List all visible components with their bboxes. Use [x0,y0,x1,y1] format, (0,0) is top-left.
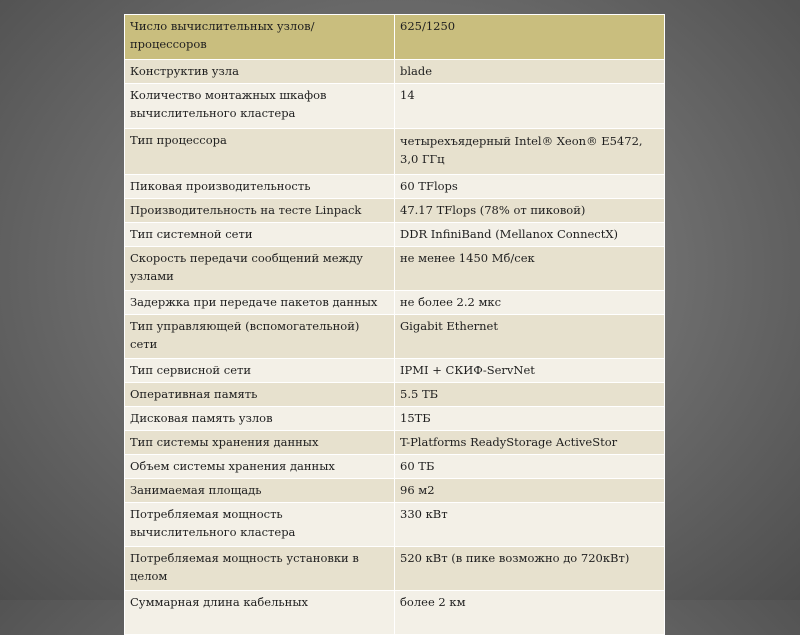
value-cell: 520 кВт (в пике возможно до 720кВт) [395,547,665,591]
value-cell: 96 м2 [395,479,665,503]
value-cell: T-Platforms ReadyStorage ActiveStor [395,431,665,455]
table-row [125,431,665,455]
value-cell: 330 кВт [395,503,665,547]
table-row [125,223,665,247]
table-row [125,291,665,315]
table-row [125,129,665,175]
param-cell: Пиковая производительность [125,175,395,199]
value-cell: 47.17 TFlops (78% от пиковой) [395,199,665,223]
param-cell: Тип системы хранения данных [125,431,395,455]
value-cell: blade [395,60,665,84]
param-cell: Задержка при передаче пакетов данных [125,291,395,315]
value-cell: 60 TFlops [395,175,665,199]
value-cell: 5.5 ТБ [395,383,665,407]
table-row [125,455,665,479]
table-row [125,15,665,60]
param-cell: Конструктив узла [125,60,395,84]
table-row [125,547,665,591]
param-cell: Занимаемая площадь [125,479,395,503]
value-cell: более 2 км [395,591,665,635]
table-row [125,315,665,359]
value-cell: не более 2.2 мкс [395,291,665,315]
value-cell: четырехъядерный Intel® Xeon® E5472, 3,0 ГГц [395,129,665,175]
value-cell: DDR InfiniBand (Mellanox ConnectX) [395,223,665,247]
value-cell: 14 [395,84,665,129]
table-row [125,175,665,199]
param-cell: Потребляемая мощность установки в целом [125,547,395,591]
param-cell: Тип сервисной сети [125,359,395,383]
value-cell: Gigabit Ethernet [395,315,665,359]
value-cell: 60 ТБ [395,455,665,479]
table-row [125,383,665,407]
table-row [125,407,665,431]
value-cell: не менее 1450 Мб/сек [395,247,665,291]
param-cell: Производительность на тесте Linpack [125,199,395,223]
value-cell: 625/1250 [395,15,665,60]
table-row [125,479,665,503]
table-row [125,503,665,547]
table-row [125,247,665,291]
value-cell: IPMI + СКИФ-ServNet [395,359,665,383]
table-row [125,359,665,383]
param-cell: Дисковая память узлов [125,407,395,431]
value-cell: 15ТБ [395,407,665,431]
table-row [125,60,665,84]
param-cell: Потребляемая мощность вычислительного кластера [125,503,395,547]
param-cell: Число вычислительных узлов/процессоров [125,15,395,60]
param-cell: Скорость передачи сообщений между узлами [125,247,395,291]
param-cell: Тип управляющей (вспомогательной) сети [125,315,395,359]
param-cell: Тип системной сети [125,223,395,247]
table-row [125,199,665,223]
table-row [125,84,665,129]
table-row [125,591,665,635]
param-cell: Оперативная память [125,383,395,407]
param-cell: Количество монтажных шкафов вычислительного кластера [125,84,395,129]
param-cell: Объем системы хранения данных [125,455,395,479]
specifications-table [124,14,665,635]
param-cell: Суммарная длина кабельных [125,591,395,635]
param-cell: Тип процессора [125,129,395,175]
